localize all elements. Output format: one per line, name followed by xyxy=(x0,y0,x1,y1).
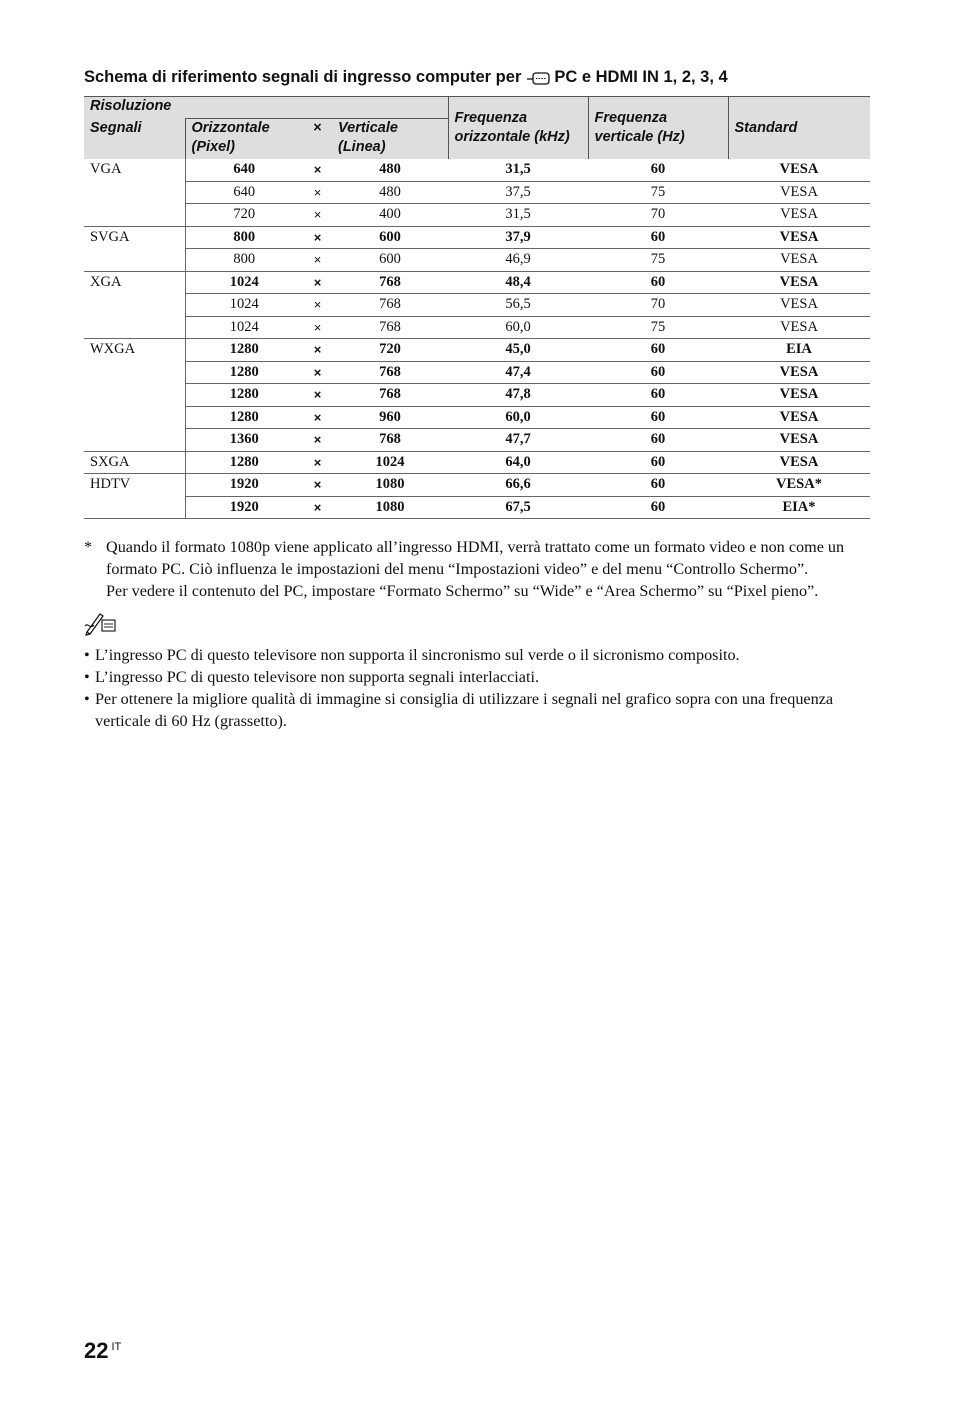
note-bullet-3: • Per ottenere la migliore qualità di immagine si consiglia di utilizzare i segnali nel grafico sopra con una frequenza verticale di 60 Hz (grassetto). xyxy=(84,690,834,730)
signal-name: XGA xyxy=(84,271,185,339)
table-row xyxy=(84,384,870,407)
horizontal-frequency: 37,9 xyxy=(448,226,588,249)
times-symbol: × xyxy=(303,159,332,181)
table-row xyxy=(84,226,870,249)
standard: VESA* xyxy=(728,474,870,497)
table-row xyxy=(84,451,870,474)
page-number: 22 $^{IT}$ xyxy=(84,1338,122,1363)
signal-name: WXGA xyxy=(84,339,185,452)
horizontal-frequency: 66,6 xyxy=(448,474,588,497)
table-row xyxy=(84,204,870,227)
horizontal-pixels: 1280 xyxy=(185,361,303,384)
horizontal-pixels: 1360 xyxy=(185,429,303,452)
table-row xyxy=(84,474,870,497)
horizontal-frequency: 45,0 xyxy=(448,339,588,362)
vertical-lines: 768 xyxy=(332,361,448,384)
vertical-lines: 1024 xyxy=(332,451,448,474)
vertical-frequency: 60 xyxy=(588,361,728,384)
vertical-lines: 768 xyxy=(332,294,448,317)
horizontal-pixels: 1024 xyxy=(185,271,303,294)
horizontal-pixels: 1920 xyxy=(185,496,303,519)
vertical-frequency: 60 xyxy=(588,271,728,294)
page-language: IT xyxy=(111,1340,122,1353)
times-symbol: × xyxy=(303,474,332,497)
table-row xyxy=(84,181,870,204)
standard: VESA xyxy=(728,361,870,384)
standard: VESA xyxy=(728,384,870,407)
table-row xyxy=(84,316,870,339)
vertical-frequency: 60 xyxy=(588,384,728,407)
standard: VESA xyxy=(728,294,870,317)
times-symbol: × xyxy=(303,339,332,362)
standard: VESA xyxy=(728,406,870,429)
horizontal-pixels: 1280 xyxy=(185,339,303,362)
horizontal-frequency: 60,0 xyxy=(448,406,588,429)
vertical-frequency: 70 xyxy=(588,294,728,317)
standard: VESA xyxy=(728,181,870,204)
horizontal-pixels: 800 xyxy=(185,226,303,249)
standard: VESA xyxy=(728,316,870,339)
horizontal-frequency: 67,5 xyxy=(448,496,588,519)
table-body xyxy=(84,159,870,519)
signal-name: HDTV xyxy=(84,474,185,519)
vertical-lines: 720 xyxy=(332,339,448,362)
horizontal-pixels: 640 xyxy=(185,159,303,181)
header-risoluzione: Risoluzione xyxy=(84,97,448,119)
vertical-lines: 600 xyxy=(332,226,448,249)
header-segnali: Segnali xyxy=(84,119,185,160)
vertical-lines: 480 xyxy=(332,181,448,204)
vertical-frequency: 60 xyxy=(588,159,728,181)
signal-name: VGA xyxy=(84,159,185,226)
times-symbol: × xyxy=(303,406,332,429)
horizontal-frequency: 47,7 xyxy=(448,429,588,452)
times-symbol: × xyxy=(303,271,332,294)
header-freq-verticale: Frequenza verticale (Hz) xyxy=(588,97,728,160)
times-symbol: × xyxy=(303,496,332,519)
vertical-lines: 768 xyxy=(332,271,448,294)
vertical-lines: 768 xyxy=(332,384,448,407)
horizontal-pixels: 800 xyxy=(185,249,303,272)
times-symbol: × xyxy=(303,226,332,249)
footnote-paragraph-2: Per vedere il contenuto del PC, impostare “Formato Schermo” su “Wide” e “Area Schermo” su “Pixel pieno”. xyxy=(106,582,819,600)
standard: VESA xyxy=(728,204,870,227)
vertical-frequency: 75 xyxy=(588,181,728,204)
header-times: × xyxy=(303,119,332,160)
times-symbol: × xyxy=(303,316,332,339)
footnote xyxy=(84,536,874,602)
header-freq-orizzontale: Frequenza orizzontale (kHz) xyxy=(448,97,588,160)
times-symbol: × xyxy=(303,451,332,474)
memo-pencil-icon xyxy=(84,610,118,636)
horizontal-pixels: 1280 xyxy=(185,384,303,407)
horizontal-pixels: 640 xyxy=(185,181,303,204)
vertical-frequency: 60 xyxy=(588,429,728,452)
horizontal-pixels: 1024 xyxy=(185,294,303,317)
vertical-frequency: 60 xyxy=(588,339,728,362)
signal-reference-table xyxy=(84,96,870,519)
signal-name: SXGA xyxy=(84,451,185,474)
times-symbol: × xyxy=(303,361,332,384)
vertical-lines: 400 xyxy=(332,204,448,227)
standard: VESA xyxy=(728,226,870,249)
heading-text-end: PC e HDMI IN 1, 2, 3, 4 xyxy=(554,68,728,86)
horizontal-frequency: 31,5 xyxy=(448,204,588,227)
header-verticale: Verticale (Linea) xyxy=(332,119,448,160)
horizontal-frequency: 60,0 xyxy=(448,316,588,339)
heading-text-start: Schema di riferimento segnali di ingresso computer per xyxy=(84,68,522,86)
vertical-frequency: 75 xyxy=(588,316,728,339)
vertical-frequency: 70 xyxy=(588,204,728,227)
horizontal-frequency: 37,5 xyxy=(448,181,588,204)
standard: VESA xyxy=(728,271,870,294)
header-orizzontale: Orizzontale (Pixel) xyxy=(185,119,303,160)
standard: EIA* xyxy=(728,496,870,519)
vertical-frequency: 75 xyxy=(588,249,728,272)
note-bullet-2: • L’ingresso PC di questo televisore non supporta segnali interlacciati. xyxy=(84,668,540,686)
vertical-frequency: 60 xyxy=(588,451,728,474)
pc-input-icon xyxy=(527,71,553,85)
table-row xyxy=(84,429,870,452)
table-row xyxy=(84,294,870,317)
table-row xyxy=(84,159,870,181)
vertical-frequency: 60 xyxy=(588,496,728,519)
horizontal-pixels: 1024 xyxy=(185,316,303,339)
vertical-lines: 480 xyxy=(332,159,448,181)
horizontal-frequency: 31,5 xyxy=(448,159,588,181)
standard: VESA xyxy=(728,429,870,452)
horizontal-frequency: 47,4 xyxy=(448,361,588,384)
vertical-lines: 600 xyxy=(332,249,448,272)
standard: VESA xyxy=(728,451,870,474)
vertical-lines: 768 xyxy=(332,316,448,339)
footnote-marker: * xyxy=(84,538,93,556)
times-symbol: × xyxy=(303,181,332,204)
horizontal-pixels: 1280 xyxy=(185,451,303,474)
horizontal-frequency: 56,5 xyxy=(448,294,588,317)
horizontal-frequency: 48,4 xyxy=(448,271,588,294)
vertical-lines: 1080 xyxy=(332,474,448,497)
table-row xyxy=(84,271,870,294)
section-heading xyxy=(84,68,884,87)
vertical-lines: 1080 xyxy=(332,496,448,519)
notes-section xyxy=(84,536,874,732)
table-row xyxy=(84,361,870,384)
standard: VESA xyxy=(728,249,870,272)
vertical-frequency: 60 xyxy=(588,226,728,249)
vertical-lines: 768 xyxy=(332,429,448,452)
standard: EIA xyxy=(728,339,870,362)
table-row xyxy=(84,406,870,429)
signal-name: SVGA xyxy=(84,226,185,271)
horizontal-pixels: 1280 xyxy=(185,406,303,429)
horizontal-frequency: 46,9 xyxy=(448,249,588,272)
vertical-frequency: 60 xyxy=(588,474,728,497)
times-symbol: × xyxy=(303,249,332,272)
vertical-lines: 960 xyxy=(332,406,448,429)
horizontal-frequency: 64,0 xyxy=(448,451,588,474)
times-symbol: × xyxy=(303,384,332,407)
times-symbol: × xyxy=(303,429,332,452)
standard: VESA xyxy=(728,159,870,181)
table-row xyxy=(84,249,870,272)
times-symbol: × xyxy=(303,204,332,227)
horizontal-pixels: 1920 xyxy=(185,474,303,497)
note-bullet-1: • L’ingresso PC di questo televisore non supporta il sincronismo sul verde o il sicronismo composito. xyxy=(84,646,740,664)
table-row xyxy=(84,339,870,362)
horizontal-frequency: 47,8 xyxy=(448,384,588,407)
table-row xyxy=(84,496,870,519)
footnote-paragraph-1: Quando il formato 1080p viene applicato all’ingresso HDMI, verrà trattato come un formato video e non come un formato PC. Ciò influenza le impostazioni del menu “Impostazioni video” e del menu “Controllo Schermo”. xyxy=(106,538,845,578)
horizontal-pixels: 720 xyxy=(185,204,303,227)
times-symbol: × xyxy=(303,294,332,317)
header-standard: Standard xyxy=(728,97,870,160)
vertical-frequency: 60 xyxy=(588,406,728,429)
